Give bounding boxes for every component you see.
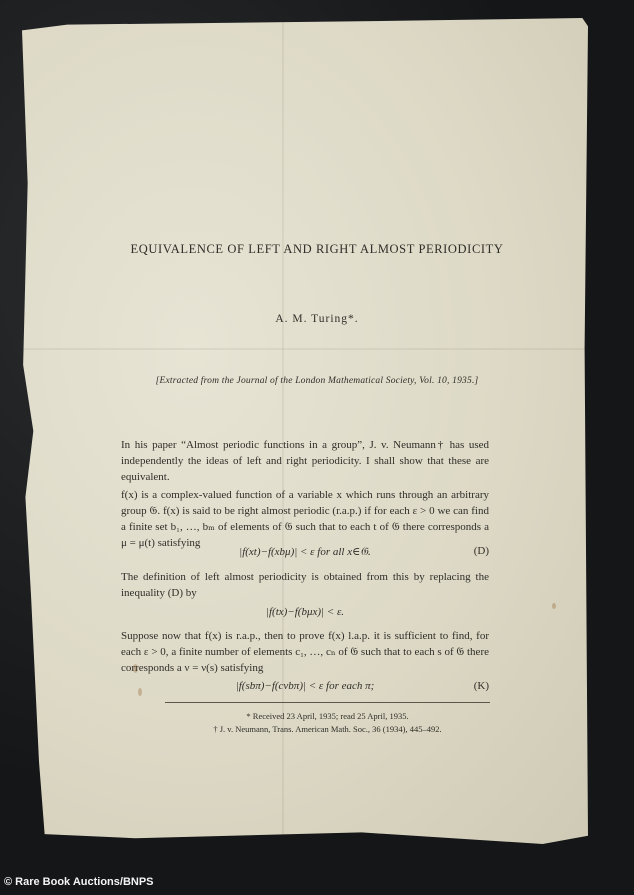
- fold-line: [22, 348, 588, 350]
- equation-d: [121, 545, 489, 561]
- photo-credit: © Rare Book Auctions/BNPS: [4, 876, 154, 888]
- ink-stain: [552, 603, 556, 609]
- paragraph-definition-rap: f(x) is a complex-valued function of a variable x which runs through an arbitrary group 𝔊. f(x) is said to be right almost periodic (r.a.p.) if for each ε > 0 we can find a finite set b₁, …, bₘ of elements of 𝔊 such that to each t of 𝔊 there corresponds a μ = μ(t) satisfying: [121, 489, 489, 549]
- equation-formula: |f(xt)−f(xbμ)| < ε for all x∈𝔊.: [239, 546, 371, 558]
- extract-note: [Extracted from the Journal of the London Mathematical Society, Vol. 10, 1935.]: [155, 376, 479, 386]
- equation-left: [121, 606, 489, 622]
- paper-author: A. M. Turing*.: [275, 313, 359, 325]
- equation-tag: (K): [473, 680, 489, 692]
- paragraph-definition-lap: The definition of left almost periodicity is obtained from this by replacing the inequality (D) by: [121, 571, 489, 599]
- footnote-reference: † J. v. Neumann, Trans. American Math. Soc., 36 (1934), 445–492.: [213, 724, 442, 734]
- footnote-received: * Received 23 April, 1935; read 25 April, 1935.: [246, 711, 409, 721]
- paragraph-intro: In his paper “Almost periodic functions in a group”, J. v. Neumann† has used independently the ideas of left and right periodicity. I shall show that these are equivalent.: [121, 439, 489, 483]
- equation-tag: (D): [473, 545, 489, 557]
- paragraph-proof: Suppose now that f(x) is r.a.p., then to prove f(x) l.a.p. it is sufficient to find, for each ε > 0, a finite number of elements c₁, …, cₙ of 𝔊 such that to each s of 𝔊 there corresponds a ν = ν(s) satisfying: [121, 630, 489, 674]
- footnote-rule: [165, 702, 490, 703]
- equation-formula: |f(sbπ)−f(cνbπ)| < ε for each π;: [235, 680, 375, 692]
- equation-formula: |f(tx)−f(bμx)| < ε.: [265, 606, 345, 618]
- paper-title: EQUIVALENCE OF LEFT AND RIGHT ALMOST PERIODICITY: [130, 242, 504, 256]
- equation-k: [121, 680, 489, 696]
